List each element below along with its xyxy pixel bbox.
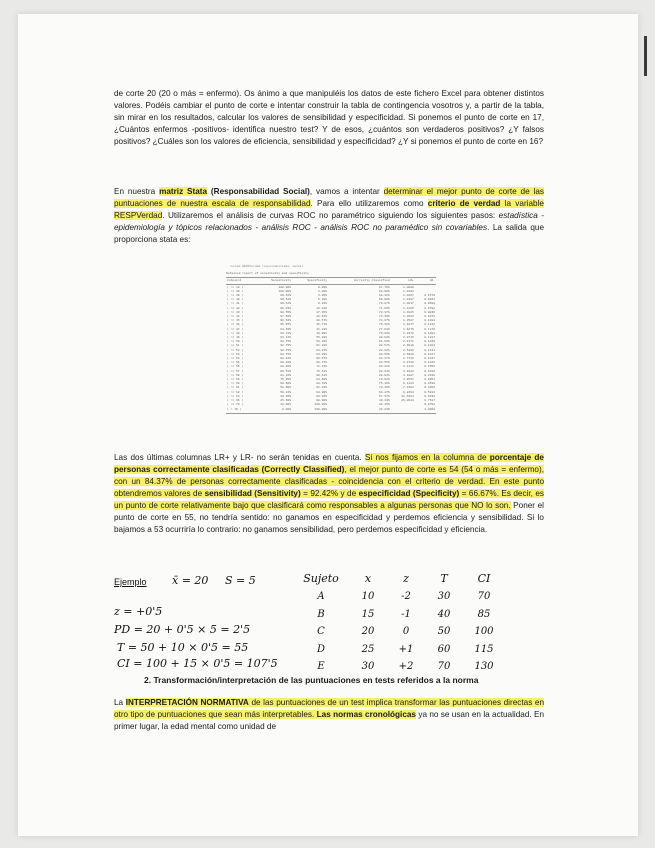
handwritten-cell: 50 [437,626,451,638]
stata-cell: 0.6330 [424,394,435,398]
handwritten-mean: x̄ = 20 [172,574,209,587]
stata-cell: 2.0770 [403,336,414,340]
stata-cell: 68.42% [378,294,390,298]
stata-cell: 76.32% [378,323,390,327]
stata-cell: ( >= 41 ) [227,302,244,306]
stata-cell: ( >= 44 ) [227,315,244,319]
stata-cell: 68.60% [280,382,292,386]
stata-cell: 17.35% [316,310,327,314]
stata-cell: 7.3382 [403,386,414,390]
stata-cell: ( >= 48 ) [227,331,244,335]
stata-cell: 1.6279 [403,327,414,331]
col-header: Specificity [292,279,328,284]
handwritten-ejemplo: Ejemplo [114,577,147,587]
col-header: Cutpoint [226,279,256,284]
stata-cell: 48.98% [316,331,327,335]
paragraph-normativa [114,697,544,733]
stata-cell: 1.4877 [403,323,414,327]
stata-cell: 41.84% [316,327,327,331]
stata-cell: 81.58% [378,340,390,344]
stata-cell: 0.00% [317,285,327,289]
stata-cell: 1.0103 [403,289,414,293]
stata-cell: 82.24% [378,369,390,373]
text: La [114,698,126,707]
stata-cell: 95.65% [280,323,292,327]
stata-cell: ( >= 58 ) [227,373,244,377]
stata-cell: 71.43% [316,365,327,369]
text: . Utilizaremos el análisis de curvas ROC no paramétrico siguiendo los siguientes pasos: [162,211,499,220]
highlight-text: de las puntuaciones de un test implica transformar las puntuaciones directas en otro tipo de puntuaciones que sean más interpretables. [114,698,545,719]
stata-cell: 72.37% [378,310,390,314]
stata-cell: 6.1123 [403,382,414,386]
handwritten-table-body [294,589,504,675]
highlight-normas-cronologicas: Las normas cronológicas [316,710,416,719]
stata-cell: 100.00% [314,403,327,407]
stata-cell: ( >= 40 ) [227,298,244,302]
stata-cell: 0.1246 [424,340,435,344]
stata-cell: 75.85% [280,378,292,382]
stata-cell: 2.5250 [403,348,414,352]
handwritten-ci: CI = 100 + 15 × 0'5 = 107'5 [117,657,278,670]
stata-cell: 93.24% [280,336,292,340]
stata-cell: 1.1925 [403,310,414,314]
stata-cell: 0.1127 [424,352,435,356]
col-header: LR- [415,279,436,284]
stata-cell: 0.1218 [424,323,435,327]
text-italic-steps: estadística - epidemiología y tópicos relacionados - análisis ROC - análisis ROC no paramédico sin covariables [114,211,544,232]
handwritten-cell: B [317,608,325,620]
col-header: Correctly Classified [328,279,391,284]
text: ya no se usan en la actualidad. En primer lugar, la edad mental como unidad de [114,710,545,731]
stata-cell: 1.02% [317,289,327,293]
stata-cell: 0.1919 [424,369,435,373]
stata-cell: ( >= 47 ) [227,327,244,331]
stata-cell: 1.0000 [403,285,414,289]
handwritten-sd: S = 5 [225,574,256,587]
handwritten-cell: 0 [402,626,410,638]
stata-table-body [226,284,436,412]
stata-cell: 83.22% [378,365,390,369]
paragraph-results [114,452,544,536]
stata-cell: ( >= 54 ) [227,357,244,361]
stata-cell: 12.24% [316,306,327,310]
stata-cell: ( > 70 ) [227,407,242,411]
stata-cell: 94.69% [280,327,292,331]
stata-cell: 0.1342 [424,361,435,365]
stata-cell: 84.69% [316,378,327,382]
stata-cell: 68.37% [316,361,327,365]
stata-cell: 3.4922 [403,369,414,373]
handwritten-cell: -2 [401,591,411,603]
stata-cell: 1.0837 [403,302,414,306]
stata-cell: ( >= 56 ) [227,365,244,369]
stata-cell: 75.16% [378,382,390,386]
handwritten-cell: E [317,661,325,673]
stata-cell: 28.57% [316,319,327,323]
stata-cell: 84.37% [378,357,390,361]
section-title: 2. Transformación/interpretación de las puntuaciones en tests referidos a la norma [144,675,479,685]
handwritten-cell: 70 [477,591,491,603]
stata-cell: 1.0000 [424,407,435,411]
handwritten-cell: 70 [437,661,451,673]
stata-cell: 67.76% [378,285,390,289]
stata-cell: 55.10% [316,336,327,340]
handwritten-row [294,642,504,658]
stata-cell: 0.2336 [424,373,435,377]
stata-cell: 97.58% [280,315,292,319]
col-header: Sensitivity [256,279,292,284]
stata-cell: 12.08% [280,403,292,407]
stata-cell: 61.22% [316,344,327,348]
stata-cell: 98.55% [280,310,292,314]
stata-cell: 0.1137 [424,357,435,361]
stata-cell: 1.0487 [403,298,414,302]
stata-cell: 92.75% [280,340,292,344]
stata-cell: 1.0267 [403,294,414,298]
paragraph-intro [114,88,544,148]
stata-cell: 35.71% [316,323,327,327]
handwritten-cell: 115 [474,643,494,655]
handwritten-cell: 20 [361,626,375,638]
handwritten-t: T = 50 + 10 × 0'5 = 55 [117,641,249,654]
stata-cell: 2.3919 [403,344,414,348]
handwritten-cell: D [316,643,326,655]
stata-cell: 80.61% [316,373,327,377]
paragraph-stata [114,186,544,246]
text: . La salida que proporciona stata es: [114,223,544,244]
stata-cell: ( >= 53 ) [227,352,244,356]
handwritten-pd: PD = 20 + 0'5 × 5 = 2'5 [114,623,251,636]
stata-cell: ( >= 66 ) [227,399,244,403]
stata-cell: 92.75% [280,344,292,348]
stata-cell: 40.46% [378,403,390,407]
handwritten-cell: 100 [474,626,494,638]
stata-cell: 83.55% [378,352,390,356]
text: , vamos a intentar [309,187,384,196]
stata-cell: 1.3527 [403,319,414,323]
stata-cell: 71.05% [378,306,390,310]
handwritten-table-header [294,570,504,587]
handwritten-cell: -1 [401,608,411,620]
stata-cell: 57.57% [378,394,390,398]
stata-cell: 99.03% [280,306,292,310]
stata-cell: ( >= 59 ) [227,378,244,382]
col-header: CI [477,572,491,585]
stata-cell: 0.1556 [424,365,435,369]
stata-cell: ( >= 64 ) [227,394,244,398]
stata-cell: 64.47% [378,390,390,394]
stata-cell: 58.16% [316,340,327,344]
text: Poner el punto de corte en 55, no tendría sentido: no ganamos en especificidad y perdemos eficiencia y sensibilidad. Si lo bajamos a 53 ocurriría lo contrario: no ganamos sensibilidad, pero perdemos especificidad y eficiencia. [114,501,544,534]
stata-cell: 32.24% [378,407,390,411]
stata-cell: 1.1285 [403,306,414,310]
stata-cell: ( >= 51 ) [227,344,244,348]
stata-cell: 81.16% [280,373,292,377]
highlight-respverdad: la variable RESPVerdad [114,199,544,220]
stata-cell: 0.2851 [424,378,435,382]
stata-cell: 70.07% [378,302,390,306]
stata-cell: 92.42% [280,357,292,361]
stata-cell: 63.27% [316,348,327,352]
paragraph-intro-text: de corte 20 (20 o más = enfermo). Os ánimo a que manipuléis los datos de este fichero Excel para obtener distintos valores. Podéis cambiar el punto de corte e intentar construir la tabla de contingencia vosotros y, a partir de la tabla, sin mirar en los resultados, calcular los valores de sensibilidad y especificidad. Si ponemos el punto de corte en 17, ¿Cuántos enfermos -positivos- identifica nuestro test? Y de esos, ¿cuántos son verdaderos positivos? ¿Y falsos positivos? ¿Cuáles son los valores de eficiencia, sensibilidad y especificidad? ¿Y si ponemos el punto de corte en 16? [114,89,544,146]
handwritten-z: z = +0'5 [114,605,163,618]
stata-cell: 38.65% [280,394,292,398]
handwritten-row [294,589,504,605]
handwritten-cell: 15 [361,608,375,620]
handwritten-cell: +2 [398,661,414,673]
highlight-specificity: especificidad (Specificity) [358,489,460,498]
stata-cell: ( >= 38 ) [227,289,244,293]
col-header: LR+ [391,279,415,284]
stata-cell: 68.09% [378,289,390,293]
stata-cell: 99.52% [280,298,292,302]
text: . Para ello utilizaremos como [310,199,428,208]
stata-cell: 8.16% [317,302,327,306]
stata-cell: 0.4366 [424,386,435,390]
stata-cell: 0.0836 [424,310,435,314]
text: Las dos últimas columnas LR+ y LR- no serán tenidas en cuenta. [114,453,365,462]
stata-cell: 80.92% [378,373,390,377]
stata-cell: 99.52% [280,294,292,298]
handwritten-cell: C [317,626,325,638]
stata-output [226,265,436,415]
stata-cell: 25.0918 [401,399,414,403]
stata-cell: ( >= 42 ) [227,306,244,310]
text-bold: (Responsabilidad Social) [207,187,310,196]
handwritten-table [292,568,506,677]
highlight-sensitivity: sensibilidad (Sensitivity) [204,489,301,498]
stata-cell: ( >= 55 ) [227,361,244,365]
divider [226,413,436,414]
stata-cell: 0.0941 [424,298,435,302]
stata-cell: 0.1579 [424,294,435,298]
stata-cell: 66.67% [316,357,327,361]
stata-cell: 4.1887 [403,373,414,377]
stata-cell: 2.2171 [403,340,414,344]
stata-cell: ( >= 50 ) [227,340,244,344]
stata-cell: 2.5969 [403,352,414,356]
stata-cell: 94.90% [316,390,327,394]
highlight-correctly-classified: porcentaje de personas correctamente clasificadas (Correctly Classified) [114,453,544,474]
stata-cell: 0.3538 [424,382,435,386]
scan-edge-mark [644,36,647,76]
stata-cell: 77.63% [378,327,390,331]
highlight-matriz-stata: matriz Stata [159,187,208,196]
stata-table [226,279,436,411]
stata-cell: 0.0588 [424,302,435,306]
stata-cell: 0.1078 [424,315,435,319]
stata-cell: 0.00% [282,407,292,411]
stata-cell: ( >= 45 ) [227,319,244,323]
stata-cell: 50.24% [280,390,292,394]
stata-cell: ( >= 43 ) [227,310,244,314]
stata-cell: ( >= 61 ) [227,386,244,390]
stata-cell: 0.5244 [424,390,435,394]
stata-cell: 0.1183 [424,344,435,348]
stata-cell: 3.1111 [403,365,414,369]
handwritten-cell: 40 [437,608,451,620]
stata-cell: 78.62% [378,378,390,382]
handwritten-cell: 10 [361,591,375,603]
highlight-text: = 92.42% y de [300,489,359,498]
stata-command: . roctab RESPVerdad responsabilidad, detail [226,265,304,268]
stata-cell: ( >= 57 ) [227,369,244,373]
stata-cell: 82.57% [378,344,390,348]
stata-cell: ( >= 39 ) [227,294,244,298]
stata-cell: 75.51% [316,369,327,373]
stata-cell: 2.7726 [403,357,414,361]
stata-cell: ( >= 52 ) [227,348,244,352]
stata-cell: 96.94% [316,394,327,398]
stata-cell: 5.10% [317,298,327,302]
stata-cell: 74.67% [378,319,390,323]
stata-cell: 96.62% [280,319,292,323]
stata-cell: 98.98% [316,399,327,403]
col-header: T [440,572,448,585]
stata-cell: 49.34% [378,399,390,403]
stata-cell: ( >= 49 ) [227,336,244,340]
stata-cell: 0.1227 [424,336,435,340]
handwritten-cell: 130 [474,661,494,673]
stata-cell: 85.51% [280,369,292,373]
stata-cell: ( >= 62 ) [227,390,244,394]
stata-cell: ( >= 60 ) [227,382,244,386]
stata-cell: 4.9551 [403,378,414,382]
stata-cell: 12.6264 [401,394,414,398]
highlight-mejor-punto: determinar el mejor punto de corte de las puntuaciones de nuestra escala de responsabilidad [114,187,544,208]
stata-cell: 0.0792 [424,306,435,310]
stata-cell [391,408,415,412]
handwritten-row [294,659,504,675]
stata-cell: ( >= 46 ) [227,323,244,327]
handwritten-row [294,607,504,623]
handwritten-cell: A [317,591,325,603]
stata-cell: 80.92% [378,336,390,340]
highlight-text: Si nos fijamos en la columna de [364,453,490,462]
stata-cell: 0.7517 [424,399,435,403]
stata-cell: 9.8494 [403,390,414,394]
stata-cell: 83.55% [378,361,390,365]
stata-cell: 0.1184 [424,319,435,323]
stata-cell: 0.8792 [424,403,435,407]
highlight-text: , el mejor punto de corte es 54 (54 o más = enfermo), con un 84.37% de personas correctamente clasificadas - coincidencia con el criterio de verdad. En este punto obtendremos valores de [114,465,544,498]
stata-cell: 100.00% [278,289,292,293]
stata-cell: 64.29% [316,352,327,356]
stata-cell: 70.39% [378,386,390,390]
stata-output-title: Detailed report of sensitivity and specificity [226,272,309,276]
divider [226,277,436,278]
handwritten-row [294,624,504,640]
stata-cell: 2.8728 [403,361,414,365]
stata-cell: 100.00% [314,407,327,411]
stata-cell: 92.75% [280,352,292,356]
handwritten-cell: 85 [477,608,491,620]
stata-cell: 88.78% [316,382,327,386]
stata-cell: 0.1282 [424,331,435,335]
stata-cell: 79.28% [378,331,390,335]
stata-cell: 83.22% [378,348,390,352]
stata-cell: 88.89% [280,365,292,369]
stata-cell: 0.1141 [424,348,435,352]
stata-cell: 91.84% [316,386,327,390]
stata-cell: 59.90% [280,386,292,390]
col-header: z [403,572,409,585]
stata-cell: 69.08% [378,298,390,302]
highlight-interpretacion-normativa: INTERPRETACIÓN NORMATIVA [125,698,249,707]
stata-cell: ( >= 18 ) [227,285,244,289]
stata-row [226,408,436,412]
stata-cell: 3.06% [317,294,327,298]
col-header: x [364,572,372,585]
highlight-criterio-verdad: criterio de verdad [427,199,501,208]
stata-cell: 1.2583 [403,315,414,319]
handwritten-cell: 30 [437,591,451,603]
stata-cell: 22.45% [316,315,327,319]
stata-cell: 93.72% [280,331,292,335]
stata-cell: 92.75% [280,348,292,352]
highlight-text: = 66.67%. Es decir, es un punto de corte relativamente bajo que clasificará como responsables a algunas personas que NO lo son. [114,489,545,510]
stata-cell: 99.52% [280,302,292,306]
stata-cell: 1.8372 [403,331,414,335]
handwritten-cell: 25 [361,643,375,655]
stata-cell: 100.00% [278,285,292,289]
stata-cell: 73.36% [378,315,390,319]
stata-cell: 0.1270 [424,327,435,331]
handwritten-cell: +1 [398,643,414,655]
stata-cell: ( >= 70 ) [227,403,244,407]
handwritten-cell: 30 [361,661,375,673]
handwritten-cell: 60 [437,643,451,655]
col-header: Sujeto [303,572,339,585]
stata-cell: 25.60% [280,399,292,403]
text: En nuestra [114,187,160,196]
stata-cell: 90.82% [280,361,292,365]
